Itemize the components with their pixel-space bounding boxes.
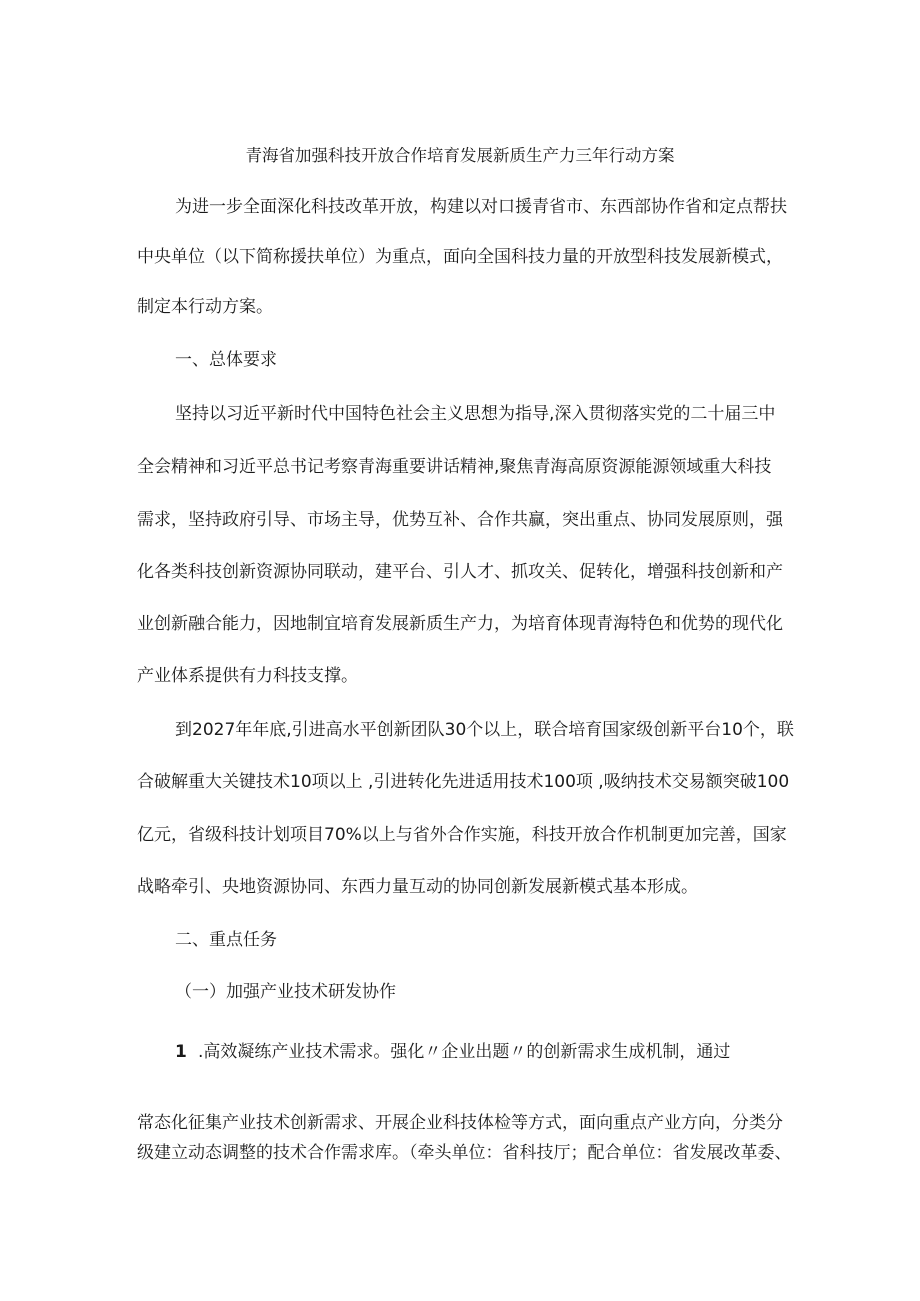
item1-first-line: .高效凝练产业技术需求。强化〃企业出题〃的创新需求生成机制，通过: [198, 1042, 731, 1062]
item1-line-2: 常态化征集产业技术创新需求、开展企业科技体检等方式，面向重点产业方向，分类分: [137, 1113, 783, 1133]
section1-para2-line-2: 合破解重大关键技术10项以上 ,引进转化先进适用技术100项 ,吸纳技术交易额突破100: [137, 772, 790, 792]
section1-para1-line-4: 化各类科技创新资源协同联动，建平台、引人才、抓攻关、促转化，增强科技创新和产: [137, 562, 783, 582]
intro-line-1: 为进一步全面深化科技改革开放，构建以对口援青省市、东西部协作省和定点帮扶: [175, 197, 787, 217]
item1-line-3: 级建立动态调整的技术合作需求库。（牵头单位：省科技厅；配合单位：省发展改革委、: [137, 1143, 792, 1163]
section1-para1-line-6: 产业体系提供有力科技支撑。: [137, 666, 358, 686]
intro-line-2: 中央单位（以下简称援扶单位）为重点，面向全国科技力量的开放型科技发展新模式，: [137, 247, 783, 267]
section1-para1-line-3: 需求，坚持政府引导、市场主导，优势互补、合作共赢，突出重点、协同发展原则，强: [137, 510, 783, 530]
section1-para2-line-3: 亿元，省级科技计划项目70%以上与省外合作实施，科技开放合作机制更加完善，国家: [137, 825, 787, 845]
section1-para1-line-5: 业创新融合能力，因地制宜培育发展新质生产力，为培育体现青海特色和优势的现代化: [137, 614, 783, 634]
section1-heading: 一、总体要求: [175, 350, 277, 370]
subsection1-heading: （一）加强产业技术研发协作: [175, 982, 396, 1002]
section2-heading: 二、重点任务: [175, 930, 277, 950]
section1-para1-line-1: 坚持以习近平新时代中国特色社会主义思想为指导,深入贯彻落实党的二十届三中: [175, 404, 776, 424]
intro-line-3: 制定本行动方案。: [137, 297, 273, 317]
document-title: 青海省加强科技开放合作培育发展新质生产力三年行动方案: [245, 146, 675, 165]
section1-para2-line-1: 到2027年年底,引进高水平创新团队30个以上，联合培育国家级创新平台10个，联: [175, 720, 794, 740]
item1-number: 1: [175, 1042, 187, 1062]
section1-para1-line-2: 全会精神和习近平总书记考察青海重要讲话精神,聚焦青海高原资源能源领域重大科技: [137, 457, 772, 477]
section1-para2-line-4: 战略牵引、央地资源协同、东西力量互动的协同创新发展新模式基本形成。: [137, 877, 698, 897]
